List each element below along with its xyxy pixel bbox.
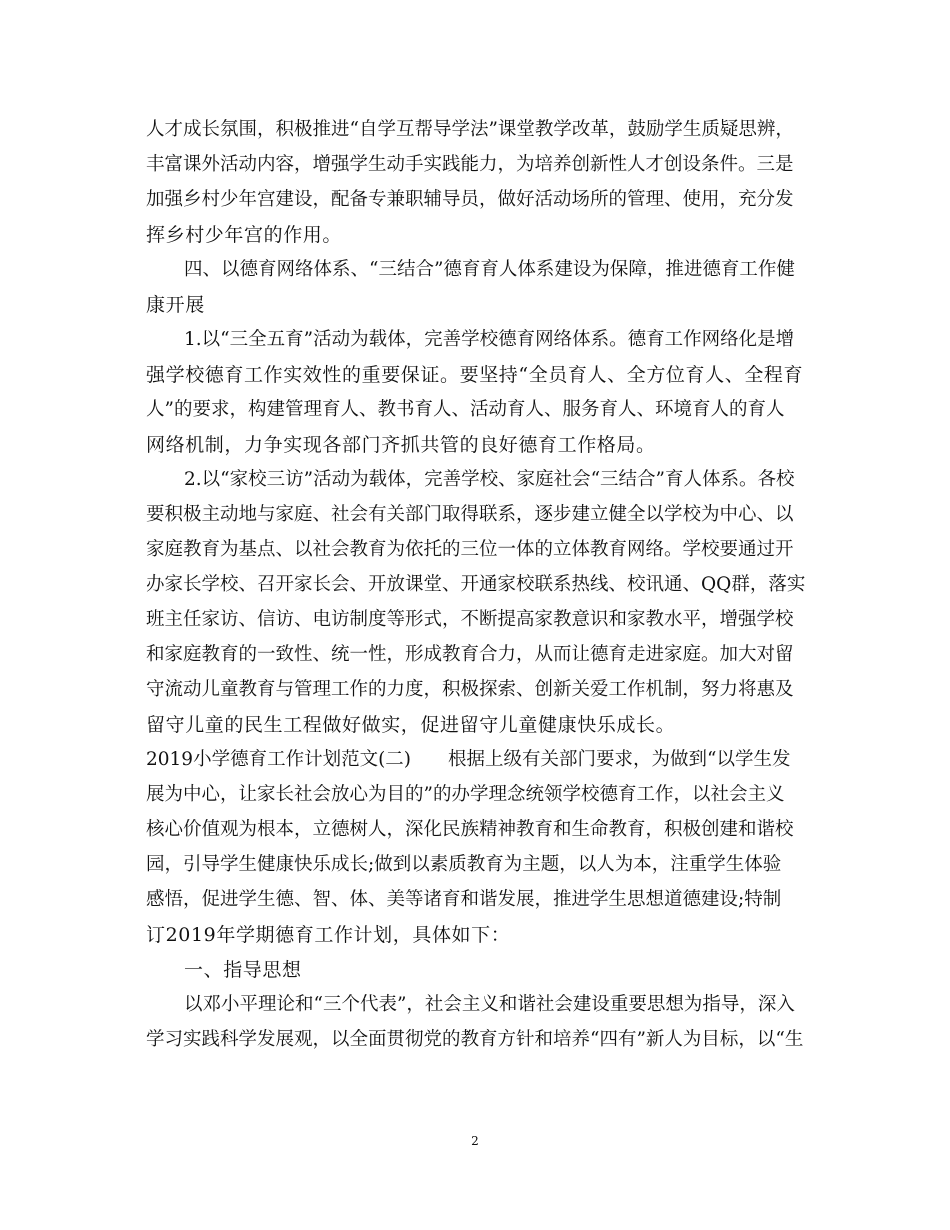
text-line: 要积极主动地与家庭、社会有关部门取得联系，逐步建立健全以学校为中心、以 (146, 504, 794, 525)
text-line: 守流动儿童教育与管理工作的力度，积极探索、创新关爱工作机制，努力将惠及 (146, 679, 794, 700)
text-line: 订2019年学期德育工作计划，具体如下： (146, 924, 511, 946)
text-line: 人”的要求，构建管理育人、教书育人、活动育人、服务育人、环境育人的育人 (146, 399, 785, 420)
text-line: 挥乡村少年宫的作用。 (146, 224, 343, 246)
text-line: 2.以“家校三访”活动为载体，完善学校、家庭社会“三结合”育人体系。各校 (184, 469, 795, 490)
text-line: 家庭教育为基点、以社会教育为依托的三位一体的立体教育网络。学校要通过开 (146, 539, 794, 560)
text-line: 班主任家访、信访、电访制度等形式，不断提高家教意识和家教水平，增强学校 (146, 609, 794, 630)
text-line: 加强乡村少年宫建设，配备专兼职辅导员，做好活动场所的管理、使用，充分发 (146, 189, 794, 210)
text-line: 感悟，促进学生德、智、体、美等诸育和谐发展，推进学生思想道德建设;特制 (146, 889, 782, 910)
text-line: 强学校德育工作实效性的重要保证。要坚持“全员育人、全方位育人、全程育 (146, 364, 804, 386)
page-number: 2 (471, 1134, 479, 1148)
text-line: 和家庭教育的一致性、统一性，形成教育合力，从而让德育走进家庭。加大对留 (146, 644, 794, 665)
text-line: 园，引导学生健康快乐成长;做到以素质教育为主题，以人为本，注重学生体验 (146, 854, 782, 875)
text-line: 办家长学校、召开家长会、开放课堂、开通家校联系热线、校讯通、QQ群，落实 (146, 574, 806, 595)
text-line: 展为中心，让家长社会放心为目的”的办学理念统领学校德育工作，以社会主义 (146, 784, 785, 805)
text-line: 学习实践科学发展观，以全面贯彻党的教育方针和培养“四有”新人为目标，以“生 (146, 1029, 804, 1050)
text-line: 康开展 (146, 294, 205, 316)
text-line: 丰富课外活动内容，增强学生动手实践能力，为培养创新性人才创设条件。三是 (146, 154, 794, 175)
section-heading: 一、指导思想 (184, 959, 302, 981)
text-line: 人才成长氛围，积极推进“自学互帮导学法”课堂教学改革，鼓励学生质疑思辨， (146, 119, 794, 140)
section-heading: 四、以德育网络体系、“三结合”德育育人体系建设为保障，推进德育工作健 (184, 259, 795, 280)
text-line: 网络机制，力争实现各部门齐抓共管的良好德育工作格局。 (146, 434, 656, 456)
text-line: 以邓小平理论和“三个代表”，社会主义和谐社会建设重要思想为指导，深入 (184, 994, 795, 1015)
text-line: 1.以“三全五育”活动为载体，完善学校德育网络体系。德育工作网络化是增 (184, 329, 795, 350)
text-line: 2019小学德育工作计划范文(二) 根据上级有关部门要求，为做到“以学生发 (146, 749, 791, 770)
text-line: 留守儿童的民生工程做好做实，促进留守儿童健康快乐成长。 (146, 714, 676, 736)
text-line: 核心价值观为根本，立德树人，深化民族精神教育和生命教育，积极创建和谐校 (146, 819, 794, 840)
